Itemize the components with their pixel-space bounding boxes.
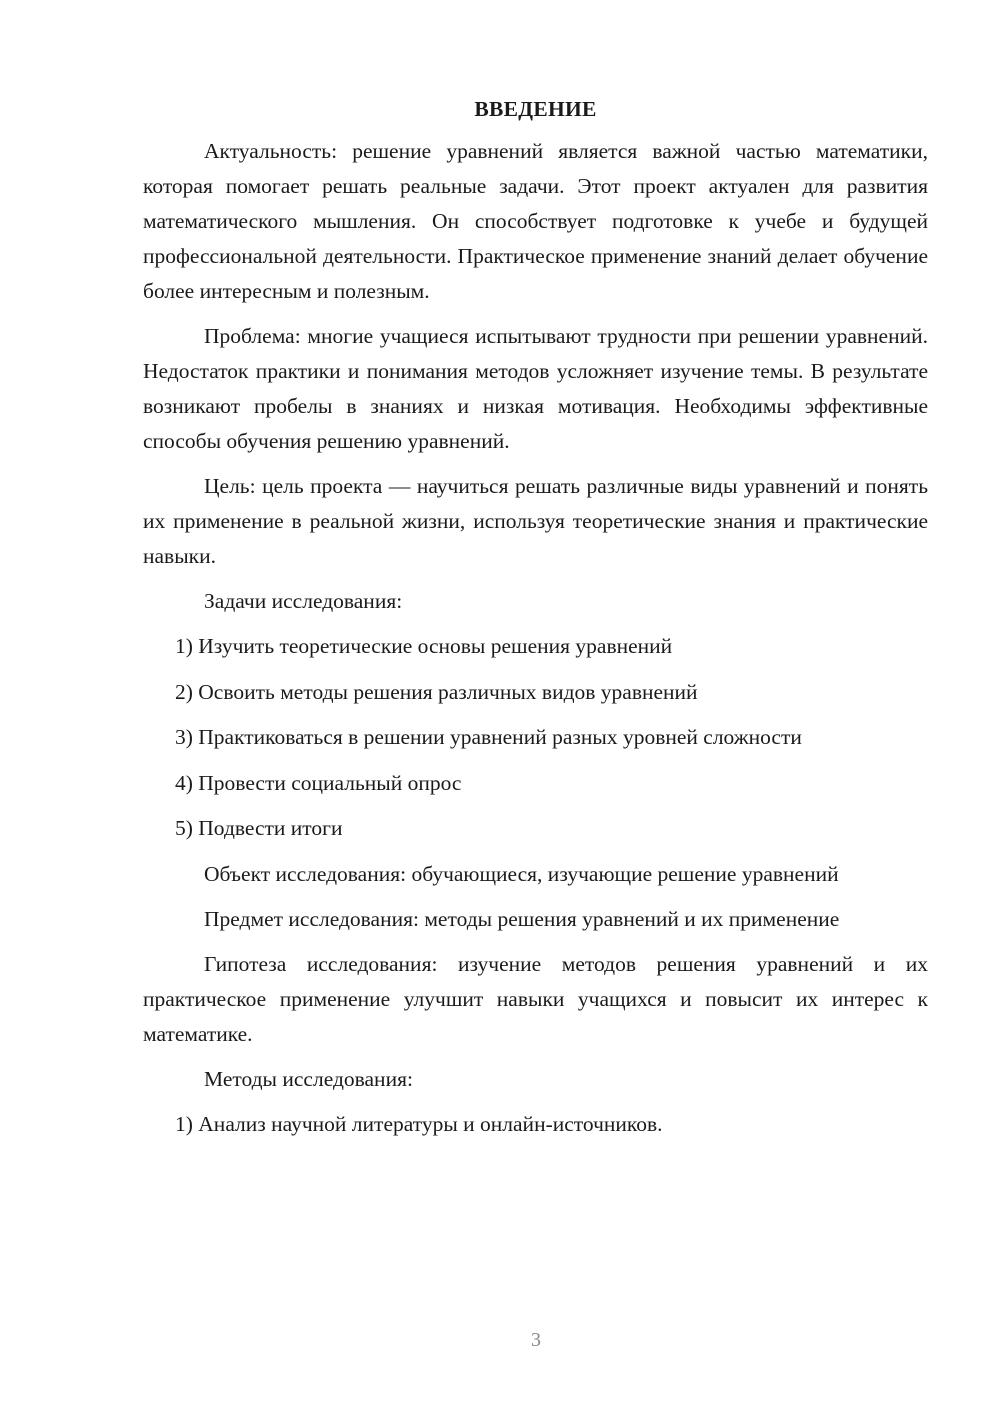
document-page [143,92,928,1152]
method-item: 1) Анализ научной литературы и онлайн-источников. [175,1111,663,1136]
task-item: 5) Подвести итоги [175,816,343,840]
problem-paragraph: Проблема: многие учащиеся испытывают трудности при решении уравнений. Недостаток практики и понимания методов усложняет изучение темы. В результате возникают пробелы в знаниях и низкая мотивация. Необходимы эффективные способы обучения решению уравнений. [143,324,928,453]
page-number: 3 [531,1329,541,1351]
task-item: 1) Изучить теоретические основы решения уравнений [175,634,673,658]
task-item: 4) Провести социальный опрос [175,770,462,795]
subject-paragraph: Предмет исследования: методы решения уравнений и их применение [204,906,840,931]
tasks-list [143,629,928,846]
goal-paragraph: Цель: цель проекта — научиться решать различные виды уравнений и понять их применение в реальной жизни, используя теоретические знания и практические навыки. [143,474,928,568]
tasks-label: Задачи исследования: [204,589,403,613]
relevance-paragraph: Актуальность: решение уравнений является важной частью математики, которая помогает решать реальные задачи. Этот проект актуален для развития математического мышления. Он способствует подготовке к учебе и будущей профессиональной деятельности. Практическое применение знаний делает обучение более интересным и полезным. [143,139,928,303]
methods-label: Методы исследования: [204,1066,413,1091]
object-paragraph: Объект исследования: обучающиеся, изучающие решение уравнений [204,861,839,886]
section-heading: ВВЕДЕНИЕ [474,97,597,121]
task-item: 3) Практиковаться в решении уравнений разных уровней сложности [175,725,802,749]
methods-list [143,1107,928,1142]
task-item: 2) Освоить методы решения различных видов уравнений [175,679,698,704]
hypothesis-paragraph: Гипотеза исследования: изучение методов решения уравнений и их практическое применение улучшит навыки учащихся и повысит их интерес к математике. [143,951,928,1046]
